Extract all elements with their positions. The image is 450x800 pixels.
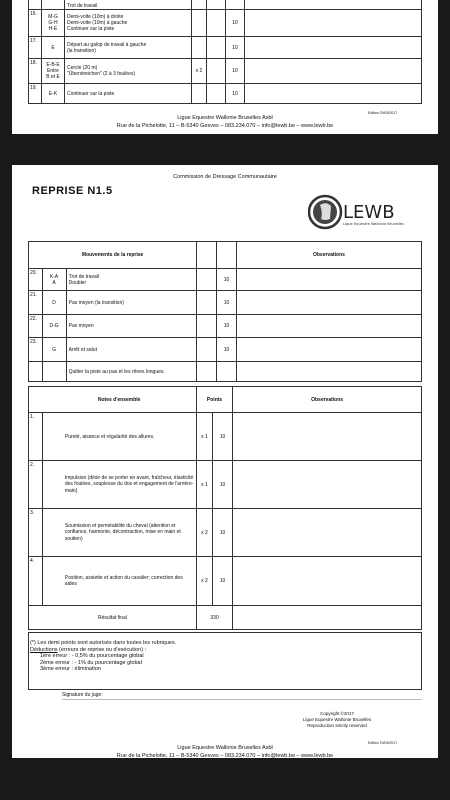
lewb-logo: [308, 193, 408, 231]
footer-org: Ligue Equestre Wallonie Bruxelles Asbl: [177, 745, 273, 751]
table-row: 3. Soumission et perméabilité du cheval (attention et confiance, harmonie, décontraction, mise en main et soutien) x 2 10: [29, 509, 422, 557]
table-row: 2. Impulsion (désir de se porter en avant, fraîcheur, élasticité des foulées, souplesse du dos et engagement de l'arrière-main) x 1 10: [29, 461, 422, 509]
table-row: 18. E-B-E Entre B et E Cercle (20 m) "Überstreichen" (2 à 3 foulées) x 2 10: [29, 59, 422, 84]
table-row: 4. Position, assiette et action du cavalier; correction des aides x 2 10: [29, 557, 422, 606]
table-row: 22. D-G Pas moyen 10: [29, 315, 422, 338]
header-observations: Observations: [236, 242, 421, 269]
table-row: 17. E Départ au galop de travail à gauche (la transition) 10: [29, 37, 422, 59]
table-row: 19. E-K Continuer sur la piste 10: [29, 84, 422, 104]
horse-head-icon: [308, 193, 408, 231]
commission-title: Commission de Dressage Communautaire: [173, 174, 277, 180]
error-2: 2ème erreur : - 1% du pourcentage global: [40, 659, 142, 666]
page-1: [12, 0, 438, 134]
footer-address: Rue de la Pichelotte, 11 – B-5340 Gesves – 083.234.070 – info@lewb.be – www.lewb.be: [116, 123, 334, 129]
header-notes: Notes d'ensemble: [42, 387, 196, 413]
table-row: 21. D Pas moyen (la transition) 10: [29, 291, 422, 315]
general-notes-table: [28, 386, 422, 630]
movements-table: [28, 241, 422, 382]
footer-2: [12, 744, 438, 760]
edition-date: Edition 29/03/2017: [368, 111, 398, 115]
deductions-label: Déductions: [30, 646, 58, 653]
judge-signature-label: Signature du juge:: [62, 692, 103, 698]
svg-text:LEWB: LEWB: [343, 202, 395, 223]
page-title: REPRISE N1.5: [32, 185, 113, 197]
edition-date-2: Edition 29/03/2017: [368, 741, 398, 745]
table-row: 20. K-A A Trot de travail Doubler 10: [29, 269, 422, 291]
result-value: 330: [196, 606, 232, 630]
half-points-note: (*) Les demi points sont autorisés dans toutes les rubriques.: [30, 640, 177, 646]
result-label: Résultat final: [29, 606, 197, 630]
cell-text: Trot de travail: [65, 0, 192, 10]
footer: [12, 114, 438, 130]
table-row: 1. Pureté, aisance et régularité des allures. x 1 10: [29, 413, 422, 461]
error-1: 1ère erreur : - 0,5% du pourcentage global: [40, 653, 144, 659]
movements-table-page1: [28, 0, 422, 104]
signature-line: [62, 699, 422, 700]
table-row: 16. M-G G-H H-E Demi-volte (10m) à droite Demi-volte (10m) à gauche Continuer sur la piste 10: [29, 10, 422, 37]
header-points: Points: [196, 387, 232, 413]
notes: (*) Les demi points sont autorisés dans toutes les rubriques. Déductions (erreurs de reprise ou d'exécution) : 1ère erreur : - 0,5% du pourcentage global 2ème erreur : - 1% du pourcentage global 3ème erreur : élimination: [30, 640, 177, 672]
page-2: [12, 165, 438, 758]
table-row: 23. G Arrêt et salut 10: [29, 338, 422, 362]
error-3: 3ème erreur : élimination: [40, 666, 101, 672]
header-movements: Mouvements de la reprise: [29, 242, 197, 269]
footer-org: Ligue Equestre Wallonie Bruxelles Asbl: [177, 115, 273, 121]
result-row: [29, 606, 422, 630]
header-observations-2: Observations: [233, 387, 422, 413]
table-row: Quitter la piste au pas et les rênes longues.: [29, 362, 422, 382]
copyright: Copyright ©2017 Ligue Equestre Wallonie Bruxelles Reproduction strictly reserved: [302, 711, 372, 728]
footer-address: Rue de la Pichelotte, 11 – B-5340 Gesves – 083.234.070 – info@lewb.be – www.lewb.be: [116, 753, 334, 759]
svg-text:Ligue Equestre Wallonie Bruxel: Ligue Equestre Wallonie Bruxelles: [343, 222, 404, 226]
